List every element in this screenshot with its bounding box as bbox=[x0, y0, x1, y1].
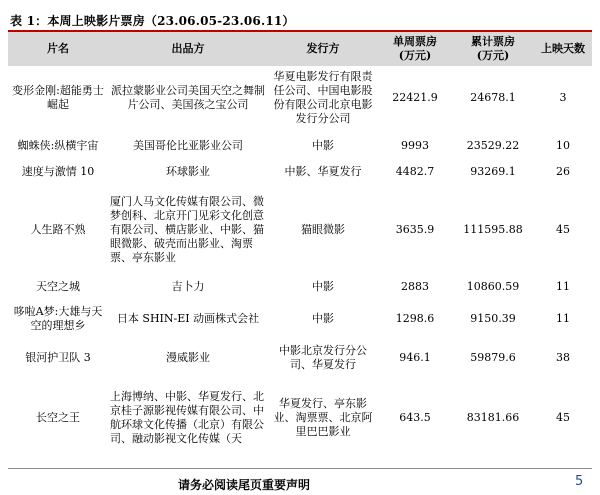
distributor-cell: 猫眼微影 bbox=[301, 223, 345, 236]
weekly-cell: 2883 bbox=[401, 280, 429, 293]
producer-cell: 美国哥伦比亚影业公司 bbox=[133, 139, 243, 152]
distributor-cell: 中影北京发行分公司、华夏发行 bbox=[279, 344, 367, 371]
total-cell: 10860.59 bbox=[466, 280, 520, 293]
film-cell: 蜘蛛侠:纵横宇宙 bbox=[17, 139, 99, 152]
header-weekly-unit: (万元) bbox=[398, 49, 432, 62]
table-row bbox=[8, 130, 592, 162]
weekly-cell: 4482.7 bbox=[395, 165, 435, 178]
table-row bbox=[8, 278, 592, 296]
box-office-table bbox=[8, 32, 592, 462]
total-cell: 93269.1 bbox=[470, 165, 516, 178]
total-cell: 59879.6 bbox=[470, 351, 516, 364]
producer-cell: 日本 SHIN-EI 动画株式会社 bbox=[116, 312, 260, 325]
days-cell: 11 bbox=[556, 280, 570, 293]
total-cell: 24678.1 bbox=[470, 91, 516, 104]
distributor-cell: 中影、华夏发行 bbox=[284, 165, 362, 178]
film-cell: 天空之城 bbox=[36, 280, 80, 293]
weekly-cell: 643.5 bbox=[399, 411, 431, 424]
table-row bbox=[8, 342, 592, 374]
header-weekly bbox=[378, 32, 452, 66]
film-cell: 长空之王 bbox=[36, 411, 80, 424]
header-weekly-label: 单周票房 bbox=[393, 35, 437, 48]
table-row bbox=[8, 374, 592, 462]
film-cell: 速度与激情 10 bbox=[21, 165, 95, 178]
total-cell: 111595.88 bbox=[463, 223, 523, 236]
producer-cell: 派拉蒙影业公司美国天空之舞制片公司、美国孩之宝公司 bbox=[111, 84, 265, 111]
days-cell: 3 bbox=[559, 91, 567, 104]
table-row bbox=[8, 182, 592, 278]
producer-cell: 环球影业 bbox=[166, 165, 210, 178]
header-total-unit: (万元) bbox=[476, 49, 510, 62]
weekly-cell: 9993 bbox=[401, 139, 429, 152]
total-cell: 9150.39 bbox=[470, 312, 516, 325]
distributor-cell: 中影 bbox=[312, 312, 334, 325]
days-cell: 45 bbox=[556, 223, 570, 236]
days-cell: 45 bbox=[556, 411, 570, 424]
distributor-cell: 中影 bbox=[312, 280, 334, 293]
table-caption: 表 1：本周上映影片票房（23.06.05-23.06.11） bbox=[10, 14, 295, 28]
footer-divider bbox=[8, 468, 592, 469]
producer-cell: 厦门人马文化传媒有限公司、微梦创科、北京开门见彩文化创意有限公司、横店影业、中影、猫眼微影、破壳而出影业、淘票票、亭东影业 bbox=[110, 195, 264, 264]
header-producer: 出品方 bbox=[108, 32, 268, 66]
producer-cell: 吉卜力 bbox=[171, 280, 205, 293]
page-number: 5 bbox=[575, 474, 584, 489]
distributor-cell: 华夏电影发行有限责任公司、中国电影股份有限公司北京电影发行分公司 bbox=[273, 70, 373, 125]
header-distributor: 发行方 bbox=[268, 32, 378, 66]
film-cell: 哆啦A梦:大雄与天空的理想乡 bbox=[13, 305, 103, 332]
weekly-cell: 22421.9 bbox=[392, 91, 438, 104]
distributor-cell: 华夏发行、亭东影业、淘票票、北京阿里巴巴影业 bbox=[273, 397, 373, 438]
weekly-cell: 1298.6 bbox=[395, 312, 435, 325]
header-film: 片名 bbox=[8, 32, 108, 66]
film-cell: 银河护卫队 3 bbox=[25, 351, 91, 364]
producer-cell: 漫威影业 bbox=[166, 351, 210, 364]
weekly-cell: 946.1 bbox=[399, 351, 431, 364]
disclaimer-footer: 请务必阅读尾页重要声明 bbox=[178, 478, 311, 492]
distributor-cell: 中影 bbox=[312, 139, 334, 152]
table-row bbox=[8, 162, 592, 182]
film-cell: 人生路不熟 bbox=[30, 223, 86, 236]
table-row bbox=[8, 296, 592, 342]
header-days: 上映天数 bbox=[534, 32, 592, 66]
days-cell: 26 bbox=[556, 165, 570, 178]
days-cell: 38 bbox=[556, 351, 570, 364]
header-total bbox=[452, 32, 534, 66]
total-cell: 23529.22 bbox=[466, 139, 520, 152]
table-row bbox=[8, 66, 592, 130]
weekly-cell: 3635.9 bbox=[395, 223, 435, 236]
producer-cell: 上海博纳、中影、华夏发行、北京桂子源影视传媒有限公司、中航环球文化传播（北京）有限公司、融动影视文化传媒（天 bbox=[110, 390, 264, 445]
header-total-label: 累计票房 bbox=[471, 35, 515, 48]
table-header-row bbox=[8, 32, 592, 66]
days-cell: 11 bbox=[556, 312, 570, 325]
days-cell: 10 bbox=[556, 139, 570, 152]
film-cell: 变形金刚:超能勇士崛起 bbox=[12, 84, 104, 111]
total-cell: 83181.66 bbox=[466, 411, 520, 424]
